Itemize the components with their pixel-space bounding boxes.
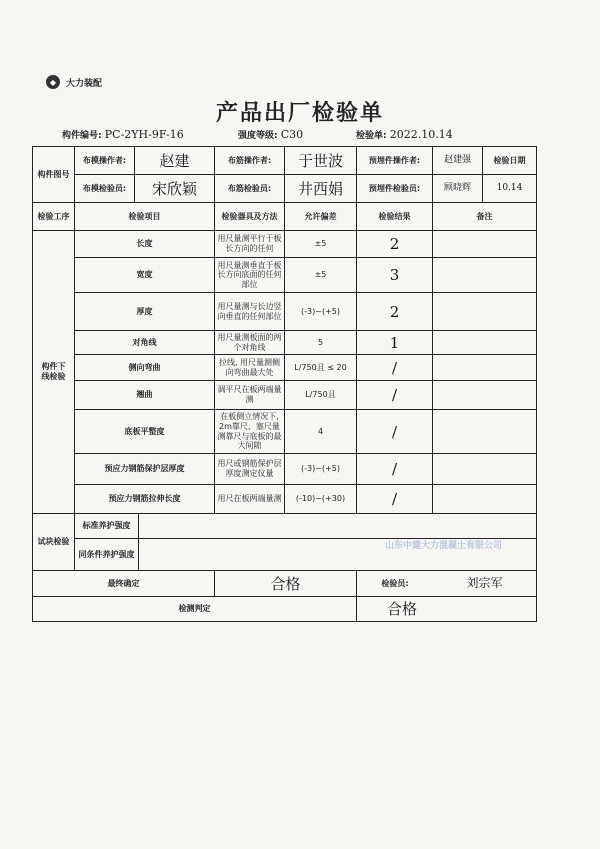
component-no-label: 构件编号: [62, 131, 102, 141]
row-remark [433, 331, 536, 355]
final-label: 最终确定 [33, 571, 215, 597]
row-remark [433, 454, 536, 485]
row-tool: 用尺量测垂直于板长方向底面的任何部位 [215, 258, 285, 293]
row-result: / [357, 454, 433, 485]
col-remark: 备注 [433, 203, 536, 231]
mold-operator-label: 布模操作者: [75, 147, 135, 175]
date-value: 2022.10.14 [389, 128, 453, 141]
company-logo [46, 75, 102, 89]
row-item: 侧向弯曲 [75, 355, 215, 381]
row-tolerance: ±5 [285, 258, 357, 293]
row-tolerance: 5 [285, 331, 357, 355]
row-item: 长度 [75, 231, 215, 258]
row-tolerance: (-3)~(+5) [285, 293, 357, 331]
row-item: 宽度 [75, 258, 215, 293]
row-result: / [357, 485, 433, 514]
final-inspector-label: 检验员: [357, 571, 433, 597]
section-label: 构件下线检验 [33, 231, 75, 514]
row-remark [433, 410, 536, 454]
row-item: 对角线 [75, 331, 215, 355]
row-result: 2 [357, 293, 433, 331]
rebar-operator-value: 于世波 [285, 147, 357, 175]
component-no-value: PC-2YH-9F-16 [104, 128, 184, 141]
component-no [62, 128, 184, 141]
row-tool: 用尺在板两端量测 [215, 485, 285, 514]
row-remark [433, 381, 536, 410]
col-tool: 检验器具及方法 [215, 203, 285, 231]
company-name: 大力装配 [66, 78, 103, 89]
row-tool: 用尺量测与长边竖向垂直的任何部位 [215, 293, 285, 331]
strength-grade [238, 128, 303, 141]
col-process: 检验工序 [33, 203, 75, 231]
inspection-date [356, 128, 453, 141]
row-remark [433, 258, 536, 293]
logo-icon: ◆ [46, 75, 60, 89]
embed-inspector-value: 顾晓辉 [433, 175, 483, 203]
row-result: 1 [357, 331, 433, 355]
row-tool: 拉线, 用尺量测侧向弯曲最大处 [215, 355, 285, 381]
standard-curing-label: 标准养护强度 [75, 514, 139, 539]
row-result: / [357, 381, 433, 410]
date-label: 检验单: [356, 131, 387, 141]
inspect-date-label: 检验日期 [483, 147, 536, 175]
row-remark [433, 485, 536, 514]
row-remark [433, 355, 536, 381]
embed-operator-value: 赵建强 [433, 147, 483, 175]
row-tolerance: (-3)~(+5) [285, 454, 357, 485]
col-result: 检验结果 [357, 203, 433, 231]
final-value: 合格 [215, 571, 357, 597]
test-block-label: 试块检验 [33, 514, 75, 571]
drawing-no-label: 构件图号 [33, 147, 75, 203]
row-tool: 用尺量测板面的两个对角线 [215, 331, 285, 355]
row-tool: 用尺或钢筋保护层厚度测定仪量 [215, 454, 285, 485]
row-tolerance: 4 [285, 410, 357, 454]
mold-inspector-value: 宋欣颖 [135, 175, 215, 203]
row-tolerance: L/750且 [285, 381, 357, 410]
row-result: / [357, 410, 433, 454]
judgement-label: 检测判定 [33, 597, 357, 621]
judgement-value: 合格 [387, 600, 418, 618]
embed-inspector-label: 预埋件检验员: [357, 175, 433, 203]
final-inspector-value: 刘宗军 [433, 571, 536, 597]
rebar-inspector-value: 井西娟 [285, 175, 357, 203]
row-tool: 在板侧立情况下, 2m靠尺、塞尺量测靠尺与底板的最大间隙 [215, 410, 285, 454]
row-item: 底板平整度 [75, 410, 215, 454]
row-tool: 用尺量测平行于板长方向的任何 [215, 231, 285, 258]
strength-label: 强度等级: [238, 131, 278, 141]
mold-inspector-label: 布模检验员: [75, 175, 135, 203]
row-result: / [357, 355, 433, 381]
company-stamp: 山东中建大力混凝土有限公司 [385, 541, 503, 551]
mold-operator-value: 赵建 [135, 147, 215, 175]
row-remark [433, 293, 536, 331]
page-title: 产品出厂检验单 [215, 101, 384, 126]
standard-curing-value [139, 514, 536, 539]
same-condition-label: 同条件养护强度 [75, 539, 139, 571]
row-item: 翘曲 [75, 381, 215, 410]
row-item: 预应力钢筋保护层厚度 [75, 454, 215, 485]
rebar-operator-label: 布筋操作者: [215, 147, 285, 175]
row-remark [433, 231, 536, 258]
col-item: 检验项目 [75, 203, 215, 231]
embed-operator-label: 预埋件操作者: [357, 147, 433, 175]
row-tolerance: L/750且 ≤ 20 [285, 355, 357, 381]
row-tolerance: ±5 [285, 231, 357, 258]
row-item: 厚度 [75, 293, 215, 331]
col-tolerance: 允许偏差 [285, 203, 357, 231]
row-tolerance: (-10)~(+30) [285, 485, 357, 514]
row-tool: 调平尺在板两端量测 [215, 381, 285, 410]
strength-value: C30 [280, 128, 304, 141]
row-result: 3 [357, 258, 433, 293]
row-result: 2 [357, 231, 433, 258]
row-item: 预应力钢筋拉伸长度 [75, 485, 215, 514]
inspect-date-value: 10.14 [483, 175, 536, 203]
rebar-inspector-label: 布筋检验员: [215, 175, 285, 203]
